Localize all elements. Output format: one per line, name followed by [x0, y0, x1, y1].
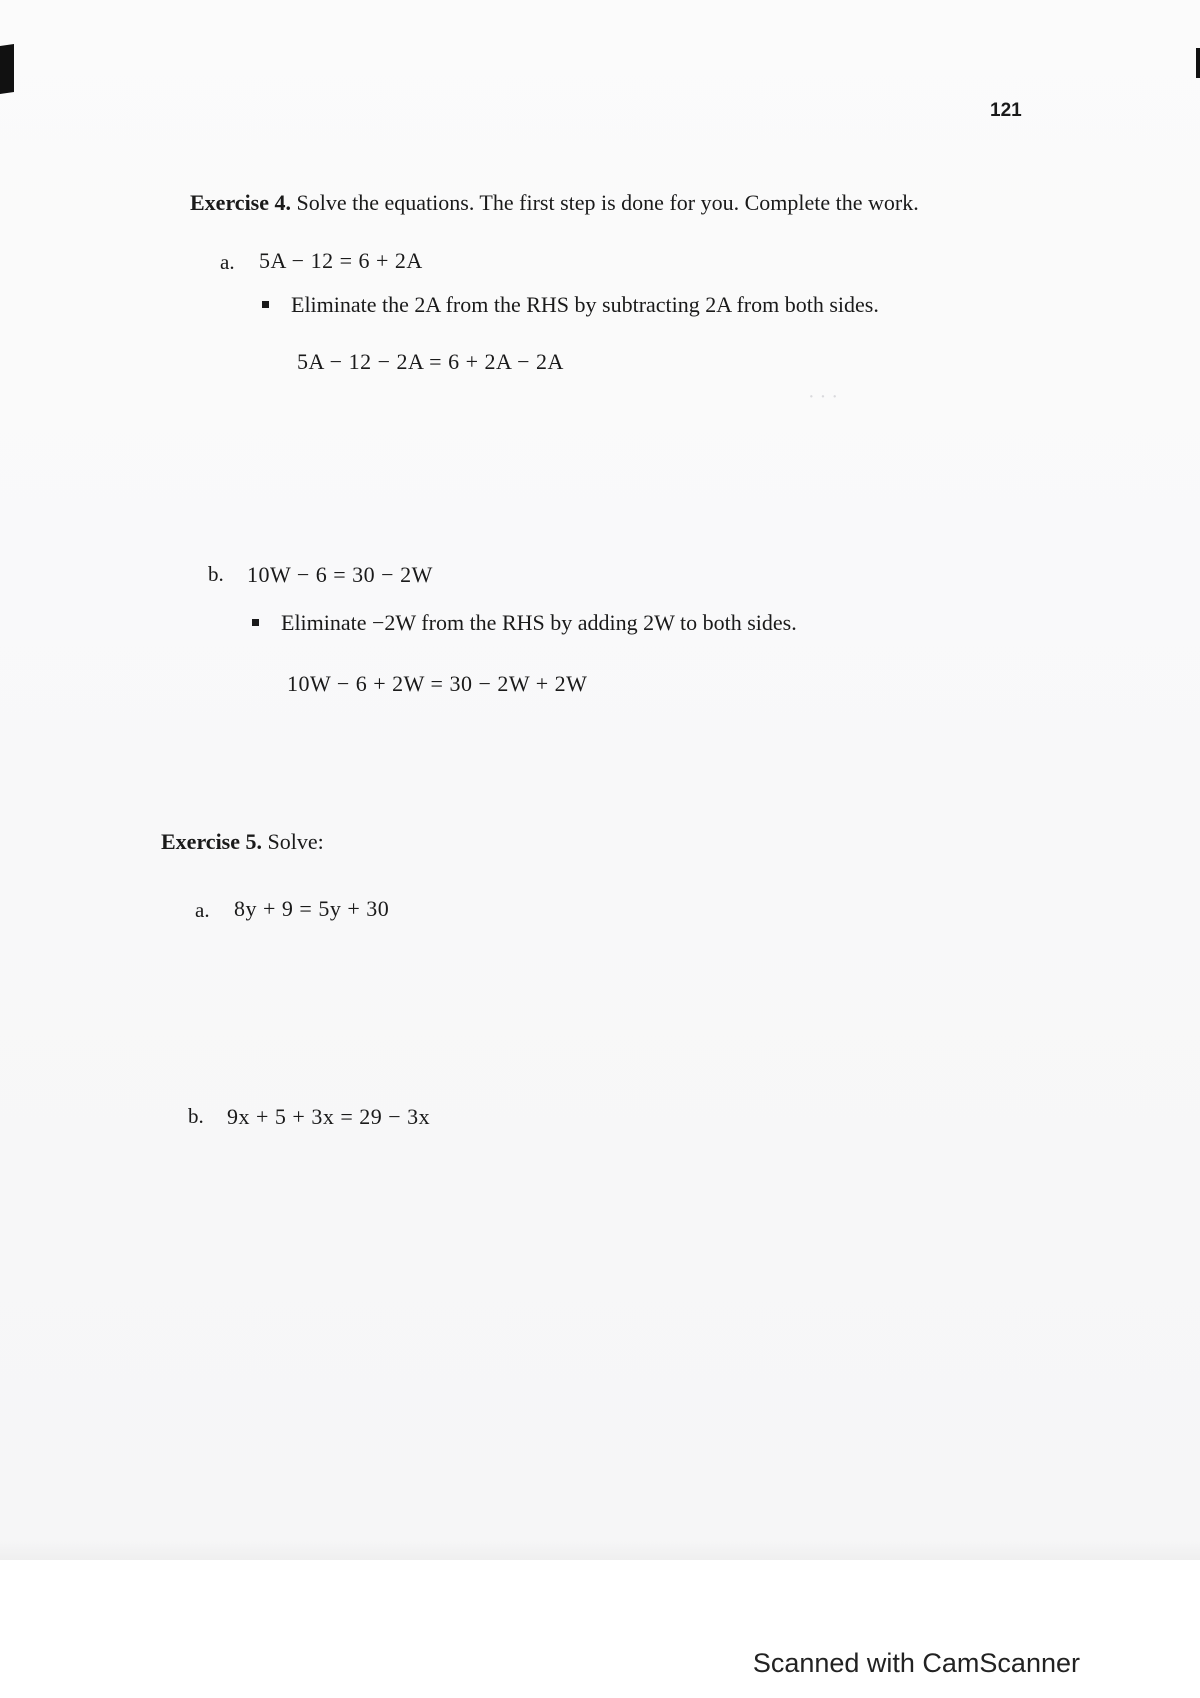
exercise-4-heading: [190, 190, 919, 216]
bullet-icon: [252, 619, 259, 626]
exercise-4a-step-text: Eliminate the 2A from the RHS by subtracting 2A from both sides.: [291, 292, 879, 317]
exercise-5-instructions: Solve:: [262, 829, 324, 854]
exercise-4b-equation: 10W − 6 = 30 − 2W: [247, 562, 433, 587]
exercise-5-title: Exercise 5.: [161, 829, 263, 854]
exercise-4a-step: [262, 292, 879, 318]
exercise-5a-equation: 8y + 9 = 5y + 30: [234, 896, 390, 921]
exercise-5b-equation: 9x + 5 + 3x = 29 − 3x: [227, 1104, 431, 1129]
exercise-5a-label: a.: [195, 898, 210, 922]
camscanner-watermark: Scanned with CamScanner: [752, 1648, 1080, 1678]
exercise-5-heading: [161, 829, 324, 855]
exercise-4a-work: 5A − 12 − 2A = 6 + 2A − 2A: [297, 349, 564, 374]
bullet-icon: [262, 301, 269, 308]
page-number: 121: [990, 100, 1022, 121]
exercise-4-instructions: Solve the equations. The first step is done for you. Complete the work.: [291, 190, 919, 215]
exercise-4b-label: b.: [208, 562, 224, 586]
exercise-5b-label: b.: [188, 1104, 204, 1128]
scan-edge-mark-left: [0, 44, 14, 94]
exercise-4a-equation: 5A − 12 = 6 + 2A: [259, 248, 423, 273]
bleed-through-text: · · ·: [808, 386, 838, 408]
scan-edge-mark-right: [1196, 48, 1200, 78]
exercise-4a-label: a.: [220, 250, 235, 274]
exercise-4-title: Exercise 4.: [190, 190, 292, 215]
exercise-4b-work: 10W − 6 + 2W = 30 − 2W + 2W: [287, 671, 588, 696]
page-bottom-edge: [0, 1540, 1200, 1560]
exercise-4b-step: [252, 610, 797, 636]
exercise-4b-step-text: Eliminate −2W from the RHS by adding 2W to both sides.: [281, 610, 797, 635]
